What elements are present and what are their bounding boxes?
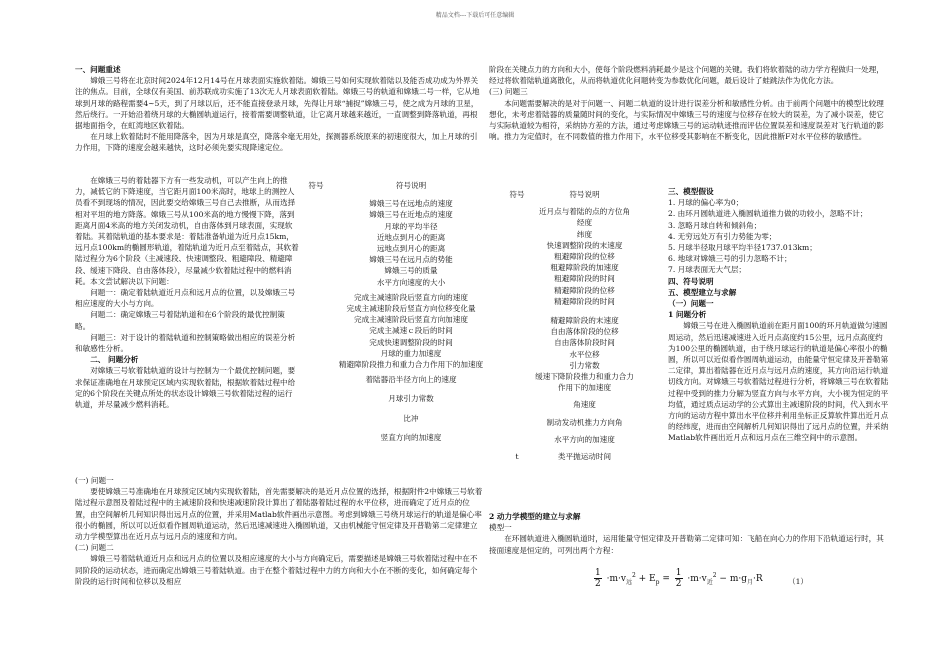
symbol-description: 角速度 [573, 400, 596, 410]
symbol-row [502, 262, 667, 273]
subsection-title: 1 问题分析 [668, 310, 707, 320]
subsection-title: 2 动力学模型的建立与求解 [489, 512, 581, 521]
symbol-row [306, 393, 496, 404]
symbol-cell [502, 217, 532, 228]
paragraph: 嫦娥三号着陆轨道近月点和远月点的位置以及相应速度的大小与方向确定后，需要描述是嫦娥三号软着陆过程中在不同阶段的运动状态，进而确定出嫦娥三号着陆轨道。由于在整个着陆过程中力的方向和大小在不断的变化，如何确定每个阶段的运行时间和位移以及相应 [75, 554, 478, 586]
paragraph: 本问题需要解决的是对于问题一、问题二轨道的设计进行误差分析和敏感性分析。由于前两个问题中的模型比较理想化，未考虑着陆器的质量随时间的变化，与实际情况中嫦娥三号的速度与位移存在较大的误差，为了减小误差，使它与实际轨道较为相符，采纳协方差的方法，通过考虑嫦娥三号的运动轨迹推而评估位置误差和速度误差对飞行轨道的影响。推力为定值时，在不同数值的推力作用下，水平位移受其影响在不断变化，因此推断F对水平位移的敏感性。 [489, 98, 884, 142]
right-column-bottom [489, 511, 889, 556]
symbol-description: 缓速下降阶段推力和重力合力作用下的加速度 [535, 372, 634, 393]
symbol-cell [306, 393, 326, 404]
symbol-description: 水平方向速度的大小 [376, 277, 446, 287]
section-title-analysis: 二、 问题分析 [90, 355, 139, 365]
symbol-table-1 [306, 180, 496, 451]
subsection-title: (一) 问题一 [75, 476, 114, 485]
assumption-item: 1. 月球的偏心率为0； [668, 198, 744, 208]
symbol-description: 完成主减速ｃ段后的时间 [369, 326, 453, 336]
symbol-row [306, 209, 496, 220]
subsection-title: (二) 问题二 [75, 543, 114, 553]
symbol-description: 月球的重力加速度 [380, 348, 442, 358]
symbol-description: 自由落体阶段时间 [554, 338, 615, 348]
symbol-cell [502, 273, 532, 284]
symbol-row [306, 198, 496, 209]
symbol-description: 远地点到月心的距离 [376, 244, 446, 254]
symbol-row [306, 303, 496, 314]
symbol-description: 粗避障阶段的时间 [554, 274, 615, 284]
subsection-title: (三) 问题三 [489, 87, 528, 97]
equation-number: （1） [788, 577, 809, 586]
symbol-description: 类平抛运动时间 [557, 452, 612, 462]
symbol-cell [502, 285, 532, 296]
symbol-cell [306, 303, 326, 314]
symbol-cell [502, 262, 532, 273]
right-column-narrow [668, 175, 890, 444]
symbol-cell [306, 265, 326, 276]
symbol-row [306, 337, 496, 348]
symbol-description: 比冲 [403, 413, 419, 423]
symbol-row [306, 359, 496, 370]
symbol-description: 嫦娥三号在远地点的速度 [369, 199, 453, 209]
symbol-description: 水平方向的加速度 [554, 434, 615, 444]
symbol-col-header: 符号 [308, 181, 324, 190]
left-column-bottom [75, 475, 484, 587]
symbol-row [502, 434, 667, 445]
symbol-row [502, 371, 667, 393]
section-title-assumptions: 三、模型假设 [668, 187, 714, 196]
section-title-symbols: 四、符号说明 [668, 276, 714, 286]
symbol-row [502, 399, 667, 410]
symbol-description: 粗避障阶段的加速度 [550, 263, 619, 273]
symbol-cell: t [515, 452, 519, 462]
right-column-top [489, 64, 889, 142]
symbol-description: 精避障阶段的末速度 [550, 316, 619, 326]
symbol-cell [502, 360, 532, 371]
symbol-cell [502, 337, 532, 348]
symbol-description: 水平位移 [569, 349, 600, 359]
assumption-item: 6. 地球对嫦娥三号的引力忽略不计； [668, 254, 792, 264]
symbol-cell [306, 198, 326, 209]
symbol-col-header: 符号 [509, 190, 525, 199]
assumption-item: 5. 月球半径取月球平均半径1737.013km； [668, 243, 817, 253]
paragraph: 嫦娥三号在进入椭圆轨道前在距月面100的环月轨道做匀速圆周运动，然后迅速减速进入近月点高度约15公里，远月点高度约为100公里的椭圆轨道，由于绕月球运行的轨道是偏心率很小的椭圆，所以可以近似看作圆周轨道运动，由能量守恒定律及开普勒第二定律，算出着陆器在近月点与远月点的速度，其方向沿运行轨道切线方向。对嫦娥三号软着陆过程进行分析，将嫦娥三号在软着陆过程中受到的推力分解为竖直方向与水平方向，大小视为恒定的平均值，通过质点运动学的公式算出主减速阶段的时间，代入到水平方向的运动方程中算出水平位移并利用坐标正反算软件算出近月点的经纬度，进而由空间解析几何知识得出了远月点的位置，并采纳Matlab软件画出近月点和远月点在三维空间中的示意图。 [668, 321, 889, 443]
assumption-item: 2. 由环月圆轨道进入椭圆轨道推力做的功较小，忽略不计； [668, 209, 868, 219]
symbol-row [502, 273, 667, 284]
symbol-description: 近月点与着陆的点的方位角 [538, 207, 631, 217]
symbol-row [502, 451, 667, 462]
symbol-description: 纬度 [576, 229, 593, 239]
paragraph: 在嫦娥三号的着陆器下方有一些发动机，可以产生向上的推力，减低它的下降速度，当它距月面100米高时，地球上的测控人员看不到现场的情况，因此要交给嫦娥三号自己去推断，从而选择相对平坦的地方降落。嫦娥三号从100米高的地方慢慢下降，落到距离月面4米高的地方关闭发动机，自由落体到月球表面，实现软着陆。其着陆轨道的基本要求是：着陆准备轨道为近月点15km，远月点100km的椭圆形轨道，着陆轨道为近月点至着陆点，其软着陆过程分为6个阶段（主减速段、快速调整段、粗避障段、精避障段、缓速下降段、自由落体段），尽量减少软着陆过程中的燃料消耗。本文尝试解决以下问题： [75, 176, 299, 286]
symbol-cell [306, 243, 326, 254]
symbol-cell [306, 432, 326, 443]
subsection-title: （一）问题一 [668, 299, 714, 309]
symbol-row [306, 292, 496, 303]
symbol-description: 嫦娥三号在近地点的速度 [369, 210, 453, 220]
symbol-table-header [306, 180, 496, 191]
paragraph: 要使嫦娥三号准确地在月球预定区域内实现软着陆，首先需要解决的是近月点位置的选择，根据附件2中嫦娥三号软着陆过程示意图及着陆过程中的主减速阶段和快速减速阶段计算出了着陆器着陆过程的水平位移，进而确定了近月点的位置，由空间解析几何知识得出远月点的位置，并采用Matlab软件画出示意图。考虑到嫦娥三号绕月球运行的轨道是偏心率很小的椭圆，所以可以近似看作圆周轨道运动，然后迅速减速进入椭圆轨道，又由机械能守恒定律及开普勒第二定律建立动力学模型算出在近月点与远月点的速度和方向。 [75, 487, 483, 542]
symbol-description: 精避障阶段的位移 [554, 285, 615, 295]
symbol-cell [306, 359, 326, 370]
symbol-cell [502, 434, 532, 445]
symbol-row [502, 315, 667, 326]
symbol-description: 粗避障阶段的位移 [554, 252, 615, 262]
symbol-description: 快速调整阶段的末速度 [546, 240, 623, 250]
symbol-description: 近地点到月心的距离 [376, 232, 446, 242]
symbol-row [502, 285, 667, 296]
assumption-item: 4. 无穷远处万有引力势能为零； [668, 231, 777, 241]
symbol-row [306, 277, 496, 288]
symbol-description: 月球的平均半径 [384, 221, 438, 231]
symbol-row [502, 417, 667, 428]
symbol-cell [306, 209, 326, 220]
symbol-cell [306, 325, 326, 336]
symbol-row [502, 360, 667, 371]
symbol-row [502, 217, 667, 228]
symbol-row [306, 314, 496, 325]
symbol-cell [502, 206, 532, 217]
symbol-cell [502, 417, 532, 428]
symbol-table-body [306, 198, 496, 443]
section-title-model: 五、模型建立与求解 [668, 287, 737, 297]
symbol-row [502, 251, 667, 262]
symbol-cell [306, 314, 326, 325]
assumption-list [668, 197, 890, 275]
symbol-row [306, 265, 496, 276]
symbol-table-header [502, 189, 667, 200]
symbol-description: 引力常数 [569, 360, 600, 370]
symbol-cell [306, 374, 326, 385]
model-label: 模型一 [489, 523, 512, 533]
question-2: 问题二：确定嫦娥三号着陆轨道和在6个阶段的最优控制策略。 [75, 310, 285, 331]
symbol-row [502, 326, 667, 337]
symbol-row [306, 413, 496, 424]
symbol-description: 月球引力常数 [388, 394, 434, 404]
symbol-description: 完成主减速阶段后竖直方向位移变化量 [346, 304, 476, 314]
symbol-row [306, 254, 496, 265]
symbol-row [502, 337, 667, 348]
symbol-description: 精避障阶段的时间 [554, 296, 615, 306]
symbol-description: 嫦娥三号的质量 [384, 266, 438, 276]
symbol-table-body [502, 206, 667, 462]
symbol-cell [502, 315, 532, 326]
symbol-cell [502, 240, 532, 251]
symbol-cell [502, 371, 532, 393]
paragraph: 阶段在关键点力的方向和大小，使每个阶段燃料消耗最少是这个问题的关键。我们将软着陆的动力学方程做归一处理，经过将软着陆轨道离散化，从而将轨道优化问题转变为参数优化问题，最后设计了蛙跳法作为优化方法。 [489, 65, 884, 86]
section-title-restatement: 一、问题重述 [75, 65, 121, 74]
symbol-cell [306, 413, 326, 424]
symbol-cell [306, 254, 326, 265]
symbol-cell [502, 349, 532, 360]
symbol-table-2 [502, 189, 667, 468]
symbol-cell [306, 277, 326, 288]
description-col-header: 符号说明 [395, 181, 427, 190]
symbol-cell [502, 251, 532, 262]
symbol-row [306, 232, 496, 243]
question-1: 问题一：确定着陆轨道近月点和远月点的位置，以及嫦娥三号相应速度的大小与方向。 [75, 288, 296, 309]
symbol-description: 经度 [576, 218, 593, 228]
symbol-cell [502, 296, 532, 307]
assumption-item: 7. 月球表面无大气层； [668, 265, 747, 275]
symbol-row [502, 229, 667, 240]
paragraph: 在月球上软着陆时不能用降落伞，因为月球是真空，降落伞毫无用处，探测器系统原来的初速度很大，加上月球的引力作用，下降的速度会越来越快，这时必须先要实现降速定位。 [75, 132, 478, 153]
question-3: 问题三：对于设计的着陆轨道和控制策略做出相应的误差分析和敏感性分析。 [75, 332, 296, 354]
symbol-row [306, 243, 496, 254]
left-column-top [75, 64, 484, 154]
symbol-description: 着陆器沿半径方向上的速度 [365, 375, 457, 385]
description-col-header: 符号说明 [569, 190, 600, 199]
symbol-cell [306, 221, 326, 232]
symbol-description: 自由落体阶段的位移 [550, 327, 619, 337]
page-header: 精品文档---下载后可任意编辑 [435, 12, 515, 19]
symbol-row [502, 349, 667, 360]
paragraph: 嫦娥三号将在北京时间2024年12月14号在月球表面实施软着陆。嫦娥三号如何实现软着陆以及能否成功成为外界关注的焦点。目前，全球仅有美国、前苏联成功实施了13次无人月球表面软着陆。嫦娥三号的轨道和嫦娥二号一样，它从地球到月球的路程需要4~5天，到了月球以后，还不能直接登录月球，先得让月球“捕捉”嫦娥三号，使之成为月球的卫星，然后绕行。一开始沿着绕月球的大椭圆轨道运行，接着需要调整轨道，让它离月球越来越近，一直调整到降落轨道，再根据地面指令，在虹湾地区软着陆。 [75, 76, 480, 131]
symbol-description: 完成快速调整阶段的时间 [369, 337, 453, 347]
paragraph: 在环圆轨道进入椭圆轨道时，运用能量守恒定律及开普勒第二定律可知：飞船在向心力的作用下沿轨道运行时，其接面速度是恒定的，可列出两个方程： [489, 534, 884, 555]
symbol-row [306, 325, 496, 336]
left-column-narrow [75, 175, 299, 410]
symbol-description: 嫦娥三号在远月点的势能 [369, 255, 453, 265]
symbol-description: 制动发动机推力方向角 [546, 417, 623, 427]
symbol-cell [502, 399, 532, 410]
symbol-row [502, 206, 667, 217]
symbol-cell [502, 326, 532, 337]
symbol-cell [306, 232, 326, 243]
symbol-cell [502, 229, 532, 240]
symbol-row [306, 374, 496, 385]
paragraph: 对嫦娥三号软着陆轨道的设计与控制为一个最优控制问题，要求保证准确地在月球预定区域内实现软着陆，根据软着陆过程中给定的6个阶段在关键点所处的状态设计嫦娥三号软着陆过程的运行轨道，并尽量减少燃料消耗。 [75, 366, 296, 410]
assumption-item: 3. 忽略月球自转和倾斜角； [668, 220, 762, 230]
symbol-row [502, 296, 667, 307]
symbol-cell [306, 348, 326, 359]
symbol-cell [306, 337, 326, 348]
symbol-row [306, 432, 496, 443]
symbol-row [306, 348, 496, 359]
symbol-description: 完成主减速阶段后竖直方向的速度 [354, 292, 468, 302]
symbol-description: 精避障阶段推力和重力合力作用下的加速度 [338, 360, 484, 370]
symbol-row [502, 240, 667, 251]
equation-1: $\frac{1}{2}$ $\cdot m\cdot v_远^2 + E_p$ = $\frac{1}{2}$ $\cdot m\cdot v_近^2 - m\cdot g_月\cdot R$ [595, 568, 763, 589]
symbol-cell [306, 292, 326, 303]
symbol-description: 竖直方向的加速度 [380, 432, 442, 442]
symbol-row [306, 221, 496, 232]
symbol-description: 完成主减速阶段后竖直方向加速度 [354, 315, 468, 325]
